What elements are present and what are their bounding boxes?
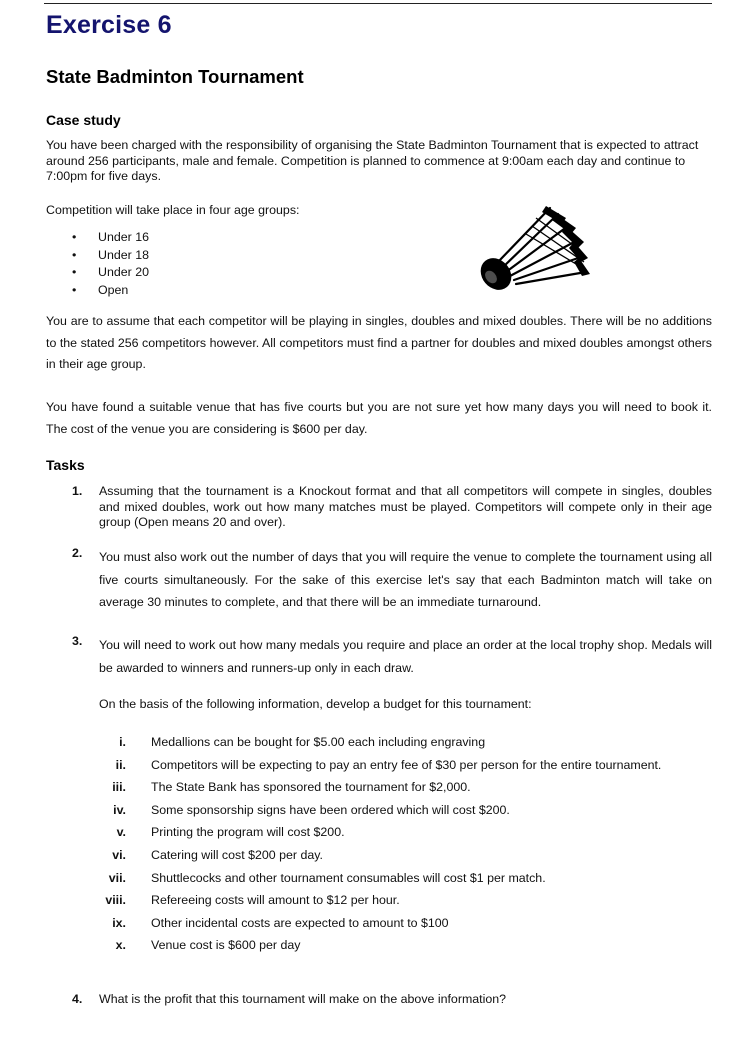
task-item [46, 634, 712, 679]
list-item: • Under 20 [46, 264, 149, 282]
venue-paragraph: You have found a suitable venue that has five courts but you are not sure yet how many days you will need to book it. The cost of the venue you are considering is $600 per day. [46, 400, 712, 436]
shuttlecock-icon [476, 202, 596, 294]
task-item [46, 484, 712, 531]
task-number: 2. [72, 546, 83, 560]
exercise-title: Exercise 6 [46, 11, 172, 39]
budget-intro: On the basis of the following information, develop a budget for this tournament: [99, 697, 532, 711]
bullet-icon: • [72, 230, 77, 244]
assumption-paragraph: You are to assume that each competitor will be playing in singles, doubles and mixed doubles. There will be no additions to the stated 256 competitors however. All competitors must find a partner for doubles and mixed doubles amongst others in their age group. [46, 314, 712, 371]
task-item [46, 546, 712, 614]
list-item: • Open [46, 282, 149, 300]
task-text: You will need to work out how many medals you require and place an order at the local trophy shop. Medals will be awarded to winners and runners-up only in each draw. [99, 638, 712, 675]
task-text: Assuming that the tournament is a Knockout format and that all competitors will compete in singles, doubles and mixed doubles, work out how many matches must be played. Competitors will compete only in their age group (Open means 20 and over). [99, 484, 712, 530]
tournament-title: State Badminton Tournament [46, 66, 304, 87]
task-item [46, 992, 712, 1008]
tasks-heading: Tasks [46, 457, 85, 473]
bullet-icon: • [72, 265, 77, 280]
age-groups-intro: Competition will take place in four age groups: [46, 203, 300, 217]
bullet-icon: • [72, 282, 77, 297]
bullet-icon: • [72, 247, 77, 262]
case-study-heading: Case study [46, 112, 121, 128]
case-study-intro: You have been charged with the responsibility of organising the State Badminton Tournament that is expected to attract around 256 participants, male and female. Competition is planned to commence at 9:00am each day and continue to 7:00pm for five days. [46, 138, 699, 184]
list-item: • Under 18 [46, 247, 149, 265]
task-text: What is the profit that this tournament will make on the above information? [99, 992, 507, 1006]
document-page: Exercise 6 State Badminton Tournament Case study You have been charged with the responsibility of organising the State Badminton Tournament that is expected to attract around 256 participants, male and female. Competition is planned to commence at 9:00am each day and continue to 7:00pm for five days. Competition will take place in four age groups: • Under 16 • Under 18 • Under 20 • Open You are to assume that each competitor will be playing in singles, doubles and mixed doubles. There will be no additions to the stated 256 competitors however. All competitors must find a partner for doubles and mixed doubles amongst others in their age group. You have found a suitable venue that has five courts but you are not sure yet how many days you will need to book it. The cost of the venue you are considering is $600 per day. Tasks 1. Assuming that the tournament is a Knockout format and that all competitors will compete in singles, doubles and mixed doubles, work out how many matches must be played. Competitors will compete only in their age group (Open means 20 and over). 2. You must also work out the number of days that you will require the venue to complete the tournament using all five courts simultaneously. For the sake of this exercise let's say that each Badminton match will take on average 30 minutes to complete, and that there will be an immediate turnaround. 3. You will need to work out how many medals you require and place an order at the local trophy shop. Medals will be awarded to winners and runners-up only in each draw. On the basis of the following information, develop a budget for this tournament: i. Medallions can be bought for $5.00 each including engraving ii. Competitors will be expecting to pay an entry fee of $30 per person for the entire tournament. iii. The State Bank has sponsored the tournament for $2,000. iv. Some sponsorship signs have been ordered which will cost $200. v. Printing the program will cost $200. vi. Catering will cost $200 per day. vii. Shuttlecocks and other tournament consumables will cost $1 per match. viii. Refereeing costs will amount to $12 per hour. ix. Other incidental costs are expected to amount to $100 x. Venue cost is $600 per day 4. What is the profit that this tournament will make on the above information? [0, 0, 750, 1040]
list-item: • Under 16 [46, 229, 149, 247]
task-text: You must also work out the number of days that you will require the venue to complete the tournament using all five courts simultaneously. For the sake of this exercise let's say that each Badminton match will take on average 30 minutes to complete, and that there will be an immediate turnaround. [99, 550, 712, 609]
task-number: 4. [72, 992, 83, 1006]
age-group-list [46, 229, 149, 299]
top-rule [44, 3, 712, 4]
task-number: 3. [72, 634, 83, 648]
task-number: 1. [72, 484, 83, 498]
